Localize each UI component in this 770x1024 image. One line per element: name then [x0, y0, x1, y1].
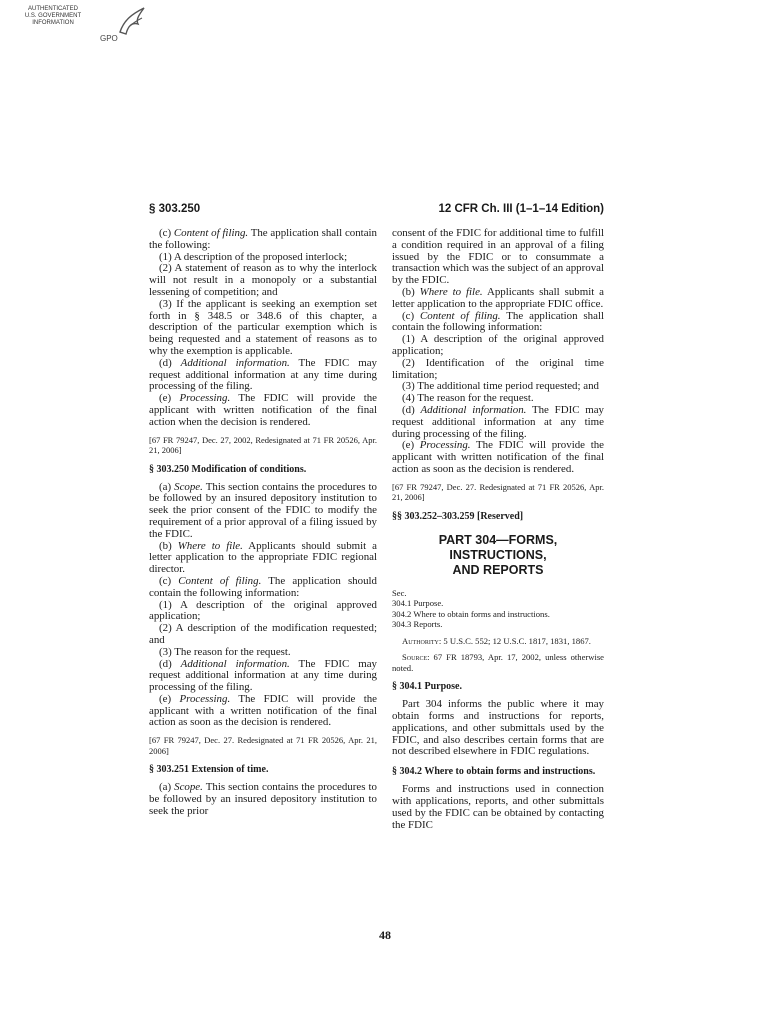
section-heading-304-2: § 304.2 Where to obtain forms and instructions.: [392, 766, 596, 778]
paragraph-c1: (1) A description of the original approved application;: [392, 333, 604, 357]
section-heading-303-251: § 303.251 Extension of time.: [149, 764, 269, 776]
toc-sec-label: Sec.: [392, 587, 407, 598]
part-heading: PART 304—FORMS, INSTRUCTIONS, AND REPORTS: [438, 532, 558, 577]
paragraph-c1: (1) A description of the original approved application;: [149, 598, 377, 623]
paragraph-c1: (1) A description of the proposed interlock;: [159, 250, 348, 263]
eagle-icon: [116, 6, 148, 36]
paragraph-c3: (3) If the applicant is seeking an exemption set forth in § 348.5 or 348.6 of this chapter, a description of the particular exemption which is being requested and a statement of reasons as to why the exemption is applicable.: [149, 297, 377, 357]
logo-gpo: GPO: [100, 34, 118, 43]
paragraph-e: (e) Processing. The FDIC will provide the applicant with written notification of the final action when the decision is rendered.: [149, 392, 377, 428]
paragraph-c2: (2) A statement of reason as to why the interlock will not result in a monopoly or a substantial lessening of competition; and: [149, 262, 377, 298]
citation: [67 FR 79247, Dec. 27. Redesignated at 71 FR 20526, Apr. 21, 2006]: [149, 735, 377, 756]
logo-text: [8, 6, 98, 27]
paragraph-e: (e) Processing. The FDIC will provide the applicant with a written notification of the final action as soon as the decision is rendered.: [149, 692, 377, 729]
paragraph-c4: (4) The reason for the request.: [402, 392, 534, 405]
paragraph-purpose: Part 304 informs the public where it may obtain forms and instructions for reports, applications, and other submittals used by the FDIC, and also describes certain forms that are not described elsewhere in FDIC regulations.: [392, 698, 604, 758]
paragraph-c3: (3) The additional time period requested; and: [402, 380, 599, 393]
paragraph-c2: (2) Identification of the original time limitation;: [392, 356, 604, 381]
cfr-edition: 12 CFR Ch. III (1–1–14 Edition): [438, 203, 604, 215]
citation: [67 FR 79247, Dec. 27. Redesignated at 71 FR 20526, Apr. 21, 2006]: [392, 481, 604, 503]
paragraph-e: (e) Processing. The FDIC will provide the applicant with written notification of the final action as soon as the decision is rendered.: [392, 439, 604, 475]
table-of-contents: [392, 588, 604, 630]
paragraph-a: (a) Scope. This section contains the procedures to be followed by an insured depository institution to seek the prior: [149, 781, 377, 817]
left-column: [149, 228, 377, 818]
paragraph-d: (d) Additional information. The FDIC may request additional information at any time during processing of the filing.: [149, 657, 377, 694]
page-number: 48: [379, 928, 391, 942]
paragraph-a: (a) Scope. This section contains the procedures to be followed by an insured depository institution to seek the prior consent of the FDIC to modify the requirement of a prior approval of a filing issued by the FDIC.: [149, 480, 377, 540]
paragraph-d: (d) Additional information. The FDIC may request additional information at any time during processing of the filing.: [392, 403, 604, 440]
paragraph-c: (c) Content of filing. The application should contain the following information:: [149, 574, 377, 599]
paragraph-b: (b) Where to file. Applicants shall submit a letter application to the appropriate FDIC office.: [392, 285, 605, 310]
toc-item: 304.1 Purpose.: [392, 598, 444, 609]
logo-line-2: U.S. GOVERNMENT: [24, 13, 82, 19]
paragraph-forms: Forms and instructions used in connection with applications, reports, and other submittals used by the FDIC can be obtained by contacting the FDIC: [392, 783, 604, 831]
paragraph-c: (c) Content of filing. The application shall contain the following information:: [392, 309, 605, 334]
toc-item: 304.3 Reports.: [392, 619, 443, 630]
source-note: Source: 67 FR 18793, Apr. 17, 2002, unless otherwise noted.: [392, 652, 604, 673]
paragraph-c3: (3) The reason for the request.: [159, 645, 291, 658]
logo-line-1: AUTHENTICATED: [28, 6, 78, 12]
logo-line-3: INFORMATION: [32, 20, 74, 26]
paragraph-c: (c) Content of filing. The application shall contain the following:: [149, 227, 378, 251]
section-heading-reserved: §§ 303.252–303.259 [Reserved]: [392, 510, 524, 522]
gpo-authentication-logo: [8, 6, 148, 50]
paragraph-continuation: consent of the FDIC for additional time to fulfill a condition required in an approval of a filing issued by the FDIC or to consummate a transaction which was the subject of an approval by the FDIC.: [392, 227, 604, 287]
paragraph-b: (b) Where to file. Applicants should submit a letter application to the appropriate FDIC regional director.: [149, 539, 377, 576]
toc-item: 304.2 Where to obtain forms and instructions.: [392, 608, 550, 619]
section-reference: § 303.250: [149, 203, 201, 215]
section-heading-303-250: § 303.250 Modification of conditions.: [149, 463, 307, 475]
paragraph-d: (d) Additional information. The FDIC may request additional information at any time during processing of the filing.: [149, 356, 377, 393]
authority-note: Authority: 5 U.S.C. 552; 12 U.S.C. 1817, 1831, 1867.: [402, 635, 591, 646]
citation: [67 FR 79247, Dec. 27, 2002, Redesignated at 71 FR 20526, Apr. 21, 2006]: [149, 434, 377, 456]
right-column: [392, 228, 604, 831]
section-heading-304-1: § 304.1 Purpose.: [392, 681, 462, 693]
running-head: [149, 203, 604, 219]
paragraph-c2: (2) A description of the modification requested; and: [149, 622, 377, 646]
